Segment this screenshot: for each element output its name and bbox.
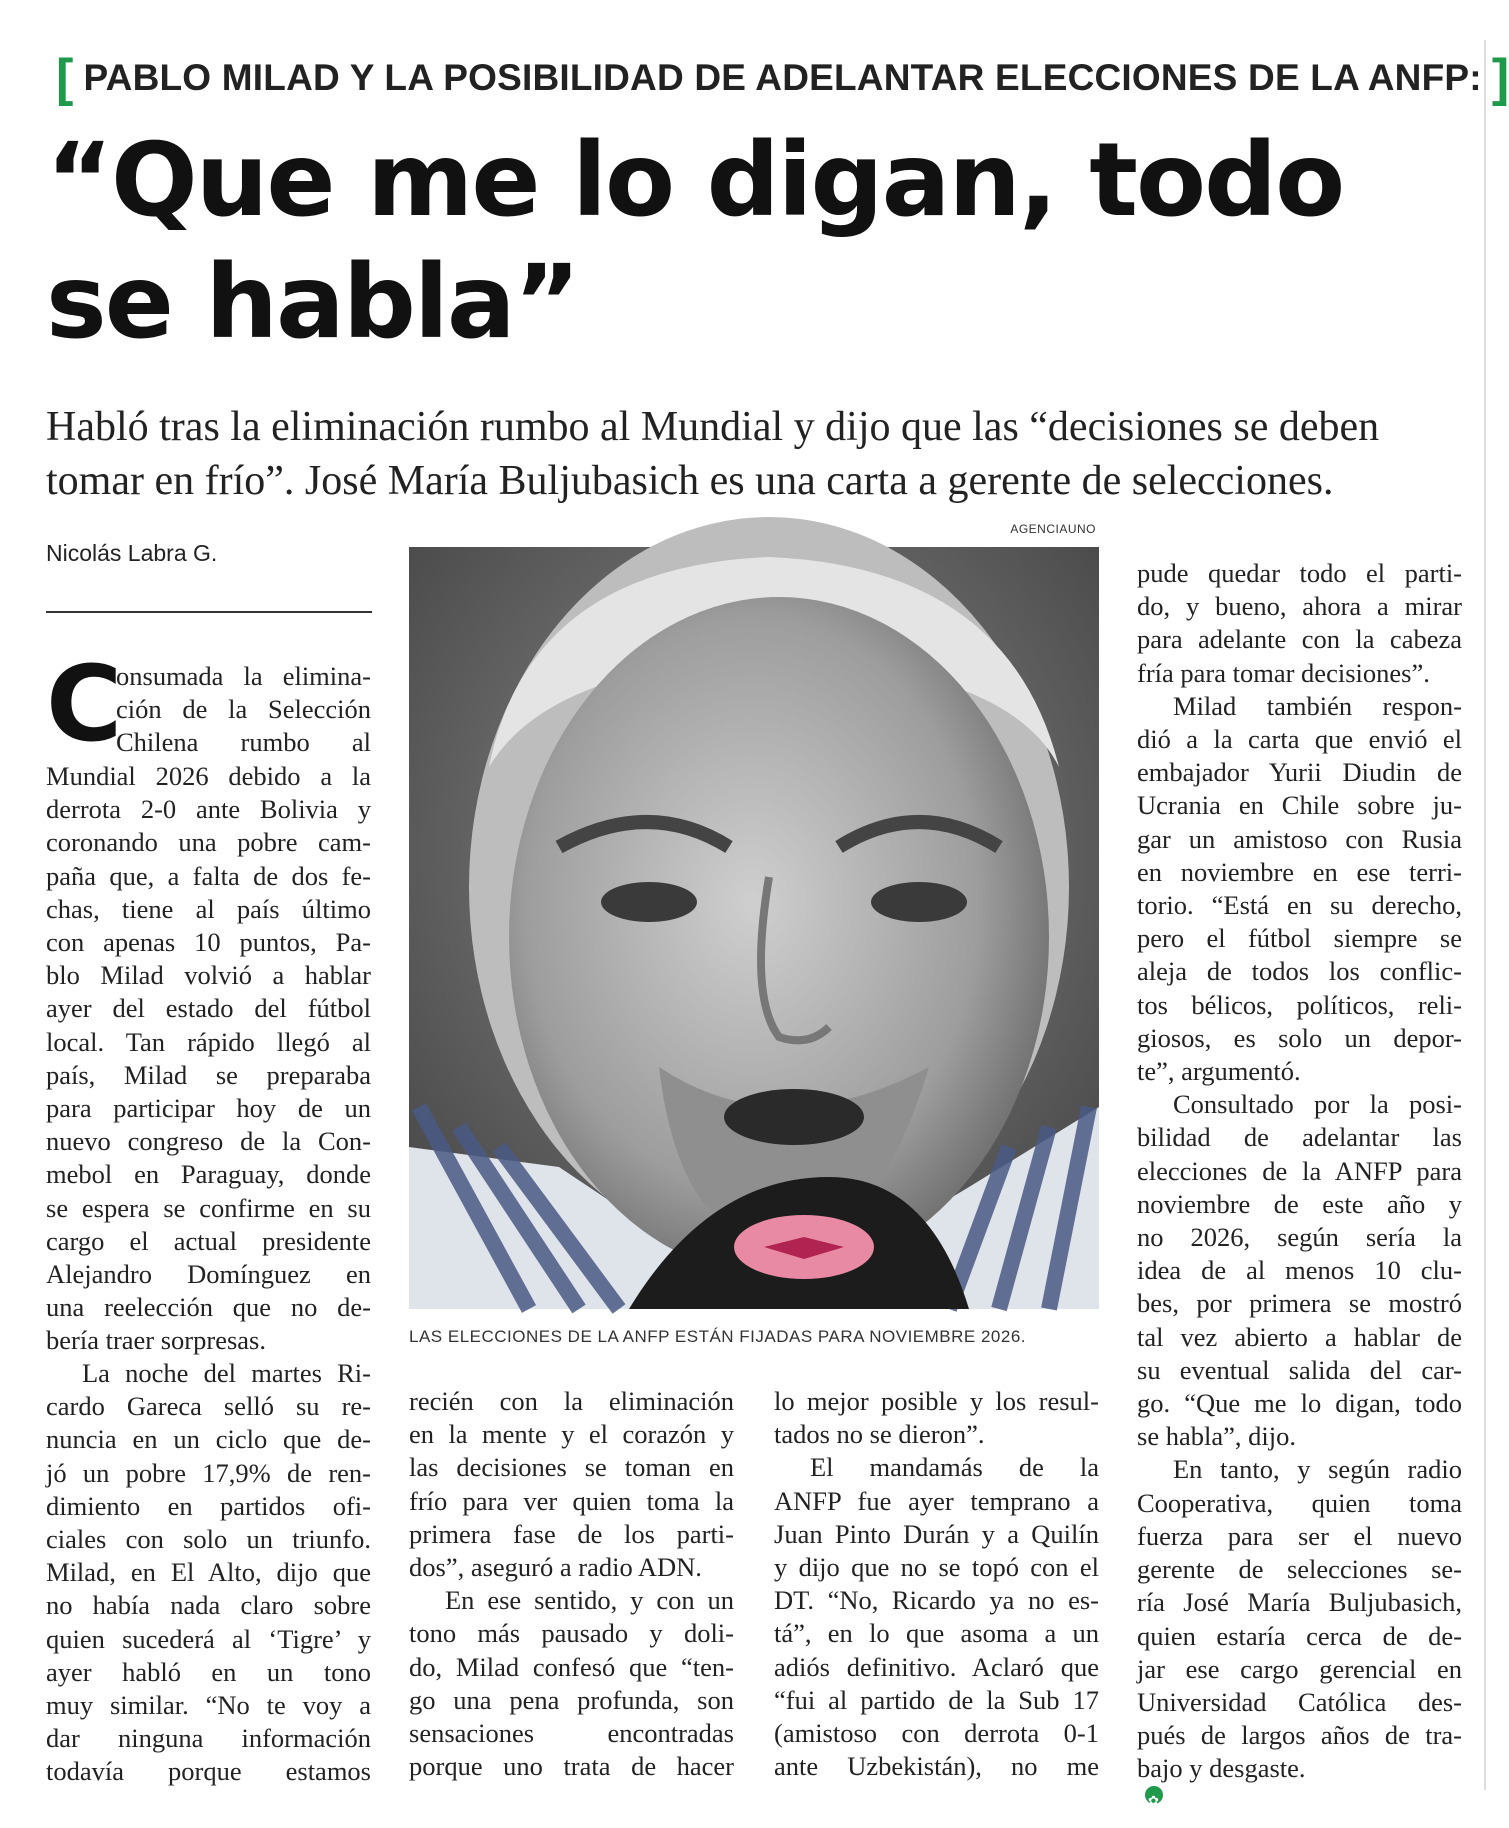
deck-line: Habló tras la eliminación rumbo al Mundial y dijo que las “decisiones se deben (46, 404, 1380, 450)
text-line: adiós definitivo. Aclaró que (774, 1651, 1099, 1682)
text-line: pude quedar todo el parti- (1137, 558, 1462, 588)
text-line: las decisiones se toman en (409, 1452, 734, 1483)
text-line: ción de la Selección (116, 694, 371, 725)
text-line: con apenas 10 puntos, Pa- (46, 927, 371, 958)
deck-line: tomar en frío”. José María Buljubasich es una carta a gerente de selecciones. (46, 458, 1334, 504)
text-line: DT. “No, Ricardo ya no es- (774, 1585, 1099, 1616)
text-line: go una pena profunda, son (409, 1684, 734, 1715)
text-line: El mandamás de la (810, 1452, 1099, 1483)
headline (46, 120, 1466, 364)
text-line: dar ninguna información (46, 1723, 371, 1754)
text-line: fría para tomar decisiones”. (1137, 657, 1430, 688)
deck (46, 400, 1466, 508)
text-line: frío para ver quien toma la (409, 1485, 734, 1516)
text-line: nuevo congreso de la Con- (46, 1126, 371, 1157)
text-line: gerente de selecciones se- (1137, 1554, 1462, 1585)
end-mark-icon (1145, 1786, 1163, 1804)
text-line: idea de al menos 10 clu- (1137, 1255, 1462, 1286)
text-line: en la mente y el corazón y (409, 1419, 734, 1450)
text-line: Cooperativa, quien toma (1137, 1487, 1462, 1518)
text-line: una reelección que no de- (46, 1292, 371, 1323)
text-line: ciales con solo un triunfo. (46, 1524, 371, 1555)
kicker-bracket-left: [ (56, 49, 74, 107)
text-line: mebol en Paraguay, donde (46, 1159, 371, 1190)
photo-caption: LAS ELECCIONES DE LA ANFP ESTÁN FIJADAS PARA NOVIEMBRE 2026. (409, 1327, 1027, 1346)
text-line: jar ese cargo gerencial en (1137, 1653, 1462, 1684)
text-line: “fui al partido de la Sub 17 (774, 1684, 1099, 1715)
byline: Nicolás Labra G. (46, 540, 218, 566)
text-line: bes, por primera se mostró (1137, 1288, 1462, 1319)
text-line: para adelante con la cabeza (1137, 624, 1462, 655)
text-line: ante Uzbekistán), no me (774, 1751, 1099, 1782)
portrait-illustration (409, 547, 1099, 1309)
text-line: ANFP fue ayer temprano a (774, 1485, 1099, 1516)
text-line: lo mejor posible y los resul- (774, 1386, 1099, 1416)
text-line: Alejandro Domínguez en (46, 1259, 371, 1290)
byline-divider (46, 611, 372, 613)
text-line: y dijo que no se topó con el (774, 1552, 1099, 1583)
text-line: onsumada la elimina- (116, 661, 371, 691)
text-line: ría José María Buljubasich, (1137, 1587, 1462, 1618)
text-line: derrota 2-0 ante Bolivia y (46, 794, 371, 825)
text-line: bilidad de adelantar las (1137, 1122, 1462, 1153)
text-line: dos”, aseguró a radio ADN. (409, 1552, 702, 1583)
text-line: torio. “Está en su derecho, (1137, 890, 1462, 921)
text-line: Milad, en El Alto, dijo que (46, 1557, 371, 1588)
text-line: país, Milad se preparaba (46, 1059, 371, 1090)
text-line: tal vez abierto a hablar de (1137, 1321, 1462, 1352)
text-line: en noviembre en ese terri- (1137, 856, 1462, 887)
text-line: cargo el actual presidente (46, 1225, 371, 1256)
text-line: tos bélicos, políticos, reli- (1137, 989, 1462, 1020)
column-3 (774, 1385, 1099, 1783)
text-line: do, Milad confesó que “ten- (409, 1651, 734, 1682)
text-line: jó un pobre 17,9% de ren- (46, 1457, 371, 1488)
photo-credit: AGENCIAUNO (1010, 522, 1096, 536)
text-line: En ese sentido, y con un (445, 1585, 734, 1616)
text-line: quien sucederá al ‘Tigre’ y (46, 1623, 371, 1654)
text-line: bería traer sorpresas. (46, 1325, 266, 1356)
column-1-continued (46, 1357, 371, 1789)
text-line: cardo Gareca selló su re- (46, 1391, 371, 1422)
text-line: todavía porque estamos (46, 1756, 371, 1787)
text-line: pero el fútbol siempre se (1137, 923, 1462, 954)
text-line: Universidad Católica des- (1137, 1686, 1462, 1717)
text-line: La noche del martes Ri- (82, 1358, 371, 1388)
text-line: porque uno trata de hacer (409, 1751, 734, 1782)
text-line: elecciones de la ANFP para (1137, 1155, 1462, 1186)
text-line: go. “Que me lo digan, todo (1137, 1388, 1462, 1419)
text-line: blo Milad volvió a hablar (46, 960, 371, 991)
text-line: ayer habló en un tono (46, 1656, 371, 1687)
text-line: Mundial 2026 debido a la (46, 761, 371, 791)
column-1 (46, 760, 371, 1358)
text-line: recién con la eliminación (409, 1386, 734, 1416)
text-line: tá”, en lo que asoma a un (774, 1618, 1099, 1649)
headline-line: se habla” (46, 243, 579, 362)
text-line: gar un amistoso con Rusia (1137, 823, 1462, 854)
text-line: giosos, es solo un depor- (1137, 1022, 1462, 1053)
text-line: (amistoso con derrota 0-1 (774, 1718, 1099, 1749)
text-line: Ucrania en Chile sobre ju- (1137, 790, 1462, 821)
text-line: coronando una pobre cam- (46, 827, 371, 858)
headline-line: “Que me lo digan, todo (46, 121, 1344, 240)
text-line: nuncia en un ciclo que de- (46, 1424, 371, 1455)
text-line: tono más pausado y doli- (409, 1618, 734, 1649)
text-line: dió a la carta que envió el (1137, 724, 1462, 755)
text-line: muy similar. “No te voy a (46, 1690, 371, 1721)
text-line: fuerza para ser el nuevo (1137, 1520, 1462, 1551)
kicker-text: PABLO MILAD Y LA POSIBILIDAD DE ADELANTAR ELECCIONES DE LA ANFP: (83, 57, 1482, 98)
article-photo (409, 547, 1099, 1309)
text-line: local. Tan rápido llegó al (46, 1026, 371, 1057)
text-line: quien estaría cerca de de- (1137, 1620, 1462, 1651)
text-line: para participar hoy de un (46, 1093, 371, 1124)
text-line: paña que, a falta de dos fe- (46, 860, 371, 891)
text-line: Chilena rumbo al (116, 727, 371, 758)
text-line: do, y bueno, ahora a mirar (1137, 591, 1462, 622)
text-line: Milad también respon- (1173, 690, 1462, 721)
text-line: ayer del estado del fútbol (46, 993, 371, 1024)
text-line: sensaciones encontradas (409, 1718, 734, 1749)
text-line: En tanto, y según radio (1173, 1454, 1462, 1485)
kicker (46, 46, 1509, 110)
text-line: aleja de todos los conflic- (1137, 956, 1462, 987)
text-line: no 2026, según sería la (1137, 1222, 1462, 1253)
column-2 (409, 1385, 734, 1783)
text-line: embajador Yurii Diudin de (1137, 757, 1462, 788)
text-line: primera fase de los parti- (409, 1518, 734, 1549)
text-line: te”, argumentó. (1137, 1056, 1301, 1087)
text-line: Consultado por la posi- (1173, 1089, 1462, 1120)
text-line: su eventual salida del car- (1137, 1354, 1462, 1385)
column-4 (1137, 557, 1462, 1804)
page-edge (1484, 40, 1486, 1790)
text-line: noviembre de este año y (1137, 1188, 1462, 1219)
text-line: pués de largos años de tra- (1137, 1720, 1462, 1751)
text-line: no había nada claro sobre (46, 1590, 371, 1621)
text-line: chas, tiene al país último (46, 893, 371, 924)
text-line: tados no se dieron”. (774, 1419, 985, 1450)
drop-cap: C (46, 643, 123, 765)
kicker-bracket-right: ] (1491, 49, 1509, 107)
text-line: se habla”, dijo. (1137, 1421, 1296, 1452)
text-line: bajo y desgaste. ✿ (1137, 1752, 1462, 1803)
text-line: dimiento en partidos ofi- (46, 1490, 371, 1521)
column-1-intro (116, 660, 371, 760)
text-line: se espera se confirme en su (46, 1192, 371, 1223)
text-line: Juan Pinto Durán y a Quilín (774, 1518, 1099, 1549)
